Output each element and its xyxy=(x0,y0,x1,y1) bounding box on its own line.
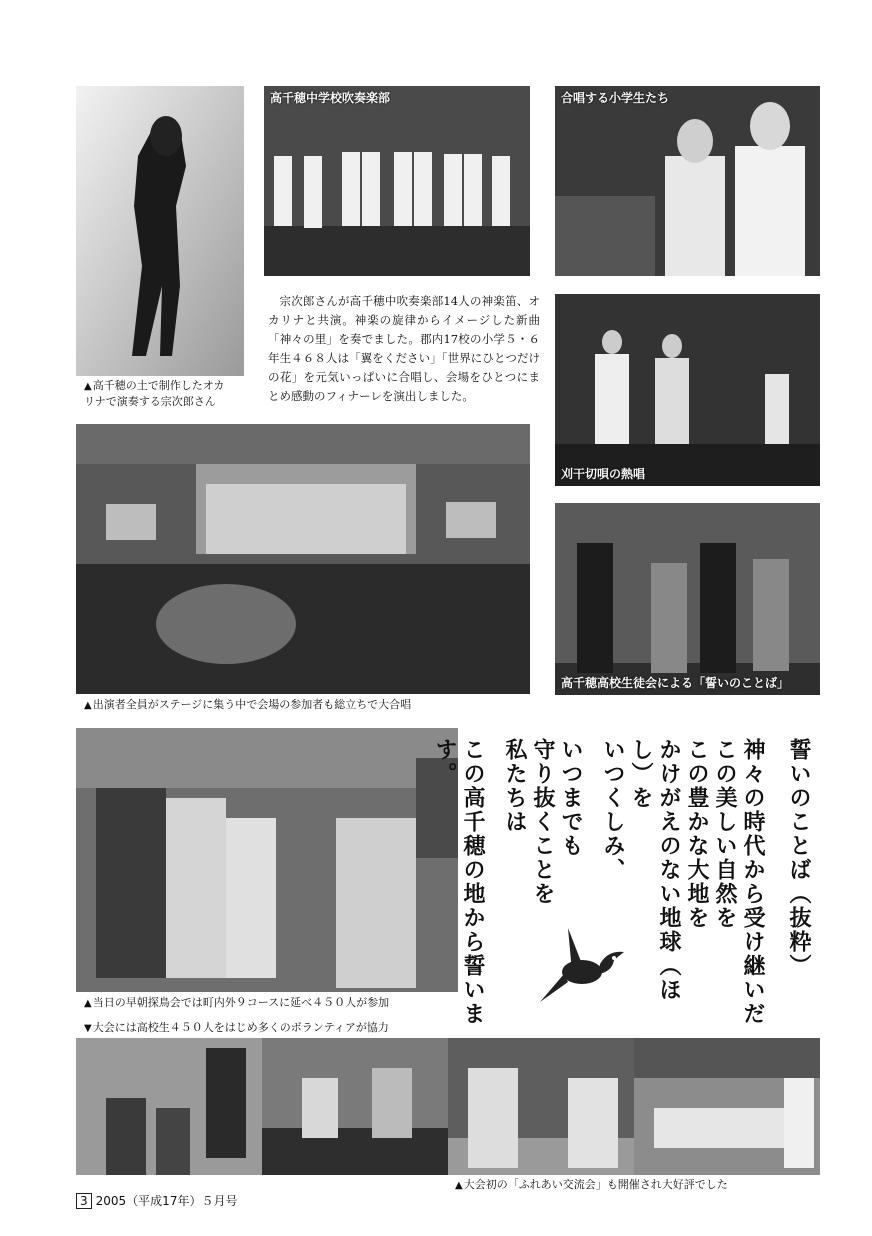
birding-caption: ▲当日の早朝探鳥会では町内外９コースに延べ４５０人が参加 xyxy=(84,996,390,1009)
oath-line: いつくしみ、 xyxy=(600,738,625,882)
issue-date: 2005（平成17年）５月号 xyxy=(95,1194,238,1208)
photo-volunteers-1 xyxy=(76,1038,262,1175)
oath-line: いつまでも xyxy=(558,738,583,858)
ocarina-caption: ▲高千穂の土で制作したオカ リナで演奏する宗次郎さん xyxy=(84,379,225,408)
students-title: 高千穂高校生徒会による「誓いのことば」 xyxy=(561,676,790,690)
oath-line: 神々の時代から受け継いだ xyxy=(740,738,765,1026)
photo-concert-hall xyxy=(76,424,530,694)
volunteers-caption-top: ▼大会には高校生４５０人をはじめ多くのボランティアが協力 xyxy=(84,1021,389,1034)
reaper-title: 刈干切唄の熱唱 xyxy=(561,467,646,481)
photo-bird-watching xyxy=(76,728,458,992)
bird-illustration xyxy=(538,920,630,1006)
oath-line: 私たちは xyxy=(502,738,527,834)
photo-ocarina-performer xyxy=(76,86,244,376)
photo-student-council xyxy=(555,503,820,695)
photo-volunteers-3 xyxy=(448,1038,634,1175)
oath-line: この高千穂の地から誓います。 xyxy=(432,738,485,1026)
oath-title: 誓いのことば（抜粋） xyxy=(786,738,811,978)
article-body: 宗次郎さんが高千穂中吹奏楽部14人の神楽笛、オカリナと共演。神楽の旋律からイメージした新曲「神々の里」を奏でました。郡内17校の小学５・６年生４６８人は「翼をください」「世界にひとつだけの花」を元気いっぱいに合唱し、会場をひとつにまとめ感動のフィナーレを演出しました。 xyxy=(268,294,540,403)
oath-line: この美しい自然を xyxy=(712,738,737,930)
photo-volunteers-4 xyxy=(634,1038,820,1175)
page-footer xyxy=(76,1192,237,1209)
band-title: 高千穂中学校吹奏楽部 xyxy=(270,91,391,105)
choir-title: 合唱する小学生たち xyxy=(561,91,670,105)
oath-line: この豊かな大地を xyxy=(684,738,709,930)
oath-line: かけがえのない地球（ほし）を xyxy=(628,738,681,1002)
photo-reaper-song xyxy=(555,294,820,486)
oath-line: 守り抜くことを xyxy=(530,738,555,906)
volunteers-caption-bottom: ▲大会初の「ふれあい交流会」も開催され大好評でした xyxy=(455,1178,728,1191)
hall-caption: ▲出演者全員がステージに集う中で会場の参加者も総立ちで大合唱 xyxy=(84,698,412,711)
photo-school-band xyxy=(264,86,530,276)
photo-children-choir xyxy=(555,86,820,276)
photo-volunteers-2 xyxy=(262,1038,448,1175)
page-number: 3 xyxy=(76,1193,92,1209)
